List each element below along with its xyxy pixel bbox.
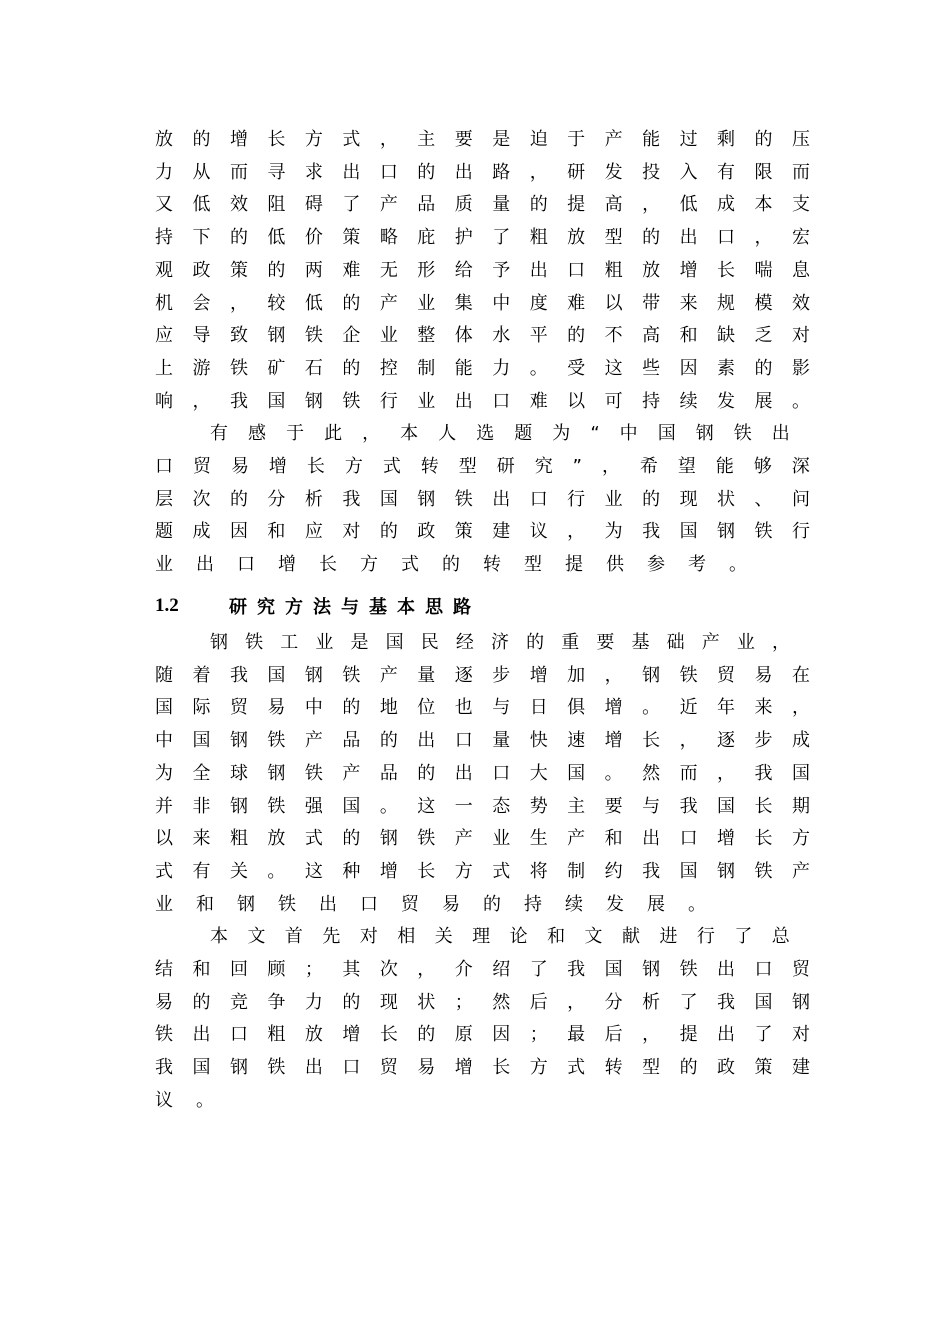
text-line: 放 的 增 长 方 式 ， 主 要 是 迫 于 产 能 过 剩 的 压 bbox=[155, 129, 810, 150]
text-line: 钢 铁 工 业 是 国 民 经 济 的 重 要 基 础 产 业 ， bbox=[210, 632, 790, 653]
text-line: 业 出 口 增 长 方 式 的 转 型 提 供 参 考 。 bbox=[155, 554, 747, 576]
text-line: 为 全 球 钢 铁 产 品 的 出 口 大 国 。 然 而 ， 我 国 bbox=[155, 762, 810, 784]
text-line: 本 文 首 先 对 相 关 理 论 和 文 献 进 行 了 总 bbox=[210, 926, 790, 948]
text-line: 议 。 bbox=[155, 1089, 214, 1111]
text-line: 观 政 策 的 两 难 无 形 给 予 出 口 粗 放 增 长 喘 息 bbox=[155, 259, 810, 281]
text-line: 力 从 而 寻 求 出 口 的 出 路 ， 研 发 投 入 有 限 而 bbox=[155, 161, 810, 183]
text-line: 持 下 的 低 价 策 略 庇 护 了 粗 放 型 的 出 口 ， 宏 bbox=[155, 227, 810, 249]
text-line: 又 低 效 阻 碍 了 产 品 质 量 的 提 高 ， 低 成 本 支 bbox=[155, 194, 810, 216]
text-line: 我 国 钢 铁 出 口 贸 易 增 长 方 式 转 型 的 政 策 建 bbox=[155, 1057, 810, 1079]
text-line: 应 导 致 钢 铁 企 业 整 体 水 平 的 不 高 和 缺 乏 对 bbox=[155, 325, 810, 347]
text-line: 口 贸 易 增 长 方 式 转 型 研 究 ” ， 希 望 能 够 深 bbox=[155, 456, 810, 477]
text-line: 以 来 粗 放 式 的 钢 铁 产 业 生 产 和 出 口 增 长 方 bbox=[155, 828, 810, 850]
text-line: 上 游 铁 矿 石 的 控 制 能 力 。 受 这 些 因 素 的 影 bbox=[155, 357, 810, 379]
text-line: 随 着 我 国 钢 铁 产 量 逐 步 增 加 ， 钢 铁 贸 易 在 bbox=[155, 664, 810, 686]
text-line: 易 的 竞 争 力 的 现 状 ； 然 后 ， 分 析 了 我 国 钢 bbox=[155, 991, 810, 1013]
text-line: 层 次 的 分 析 我 国 钢 铁 出 口 行 业 的 现 状 、 问 bbox=[155, 488, 810, 510]
text-line: 题 成 因 和 应 对 的 政 策 建 议 ， 为 我 国 钢 铁 行 bbox=[155, 521, 810, 543]
section-title: 研究方法与基本思路 bbox=[229, 597, 481, 618]
text-line: 国 际 贸 易 中 的 地 位 也 与 日 俱 增 。 近 年 来 ， bbox=[155, 697, 810, 719]
section-number: 1.2 bbox=[155, 595, 179, 616]
text-line: 业 和 钢 铁 出 口 贸 易 的 持 续 发 展 。 bbox=[155, 893, 706, 915]
text-line: 有 感 于 此 ， 本 人 选 题 为 “ 中 国 钢 铁 出 bbox=[210, 423, 790, 445]
text-line: 结 和 回 顾 ； 其 次 ， 介 绍 了 我 国 钢 铁 出 口 贸 bbox=[155, 959, 810, 980]
text-line: 响 ， 我 国 钢 铁 行 业 出 口 难 以 可 持 续 发 展 。 bbox=[155, 390, 810, 412]
text-line: 中 国 钢 铁 产 品 的 出 口 量 快 速 增 长 ， 逐 步 成 bbox=[155, 730, 810, 752]
section-heading bbox=[155, 593, 481, 619]
text-line: 式 有 关 。 这 种 增 长 方 式 将 制 约 我 国 钢 铁 产 bbox=[155, 860, 810, 882]
text-line: 机 会 ， 较 低 的 产 业 集 中 度 难 以 带 来 规 模 效 bbox=[155, 292, 810, 314]
text-line: 铁 出 口 粗 放 增 长 的 原 因 ； 最 后 ， 提 出 了 对 bbox=[155, 1024, 810, 1046]
text-line: 并 非 钢 铁 强 国 。 这 一 态 势 主 要 与 我 国 长 期 bbox=[155, 795, 810, 817]
